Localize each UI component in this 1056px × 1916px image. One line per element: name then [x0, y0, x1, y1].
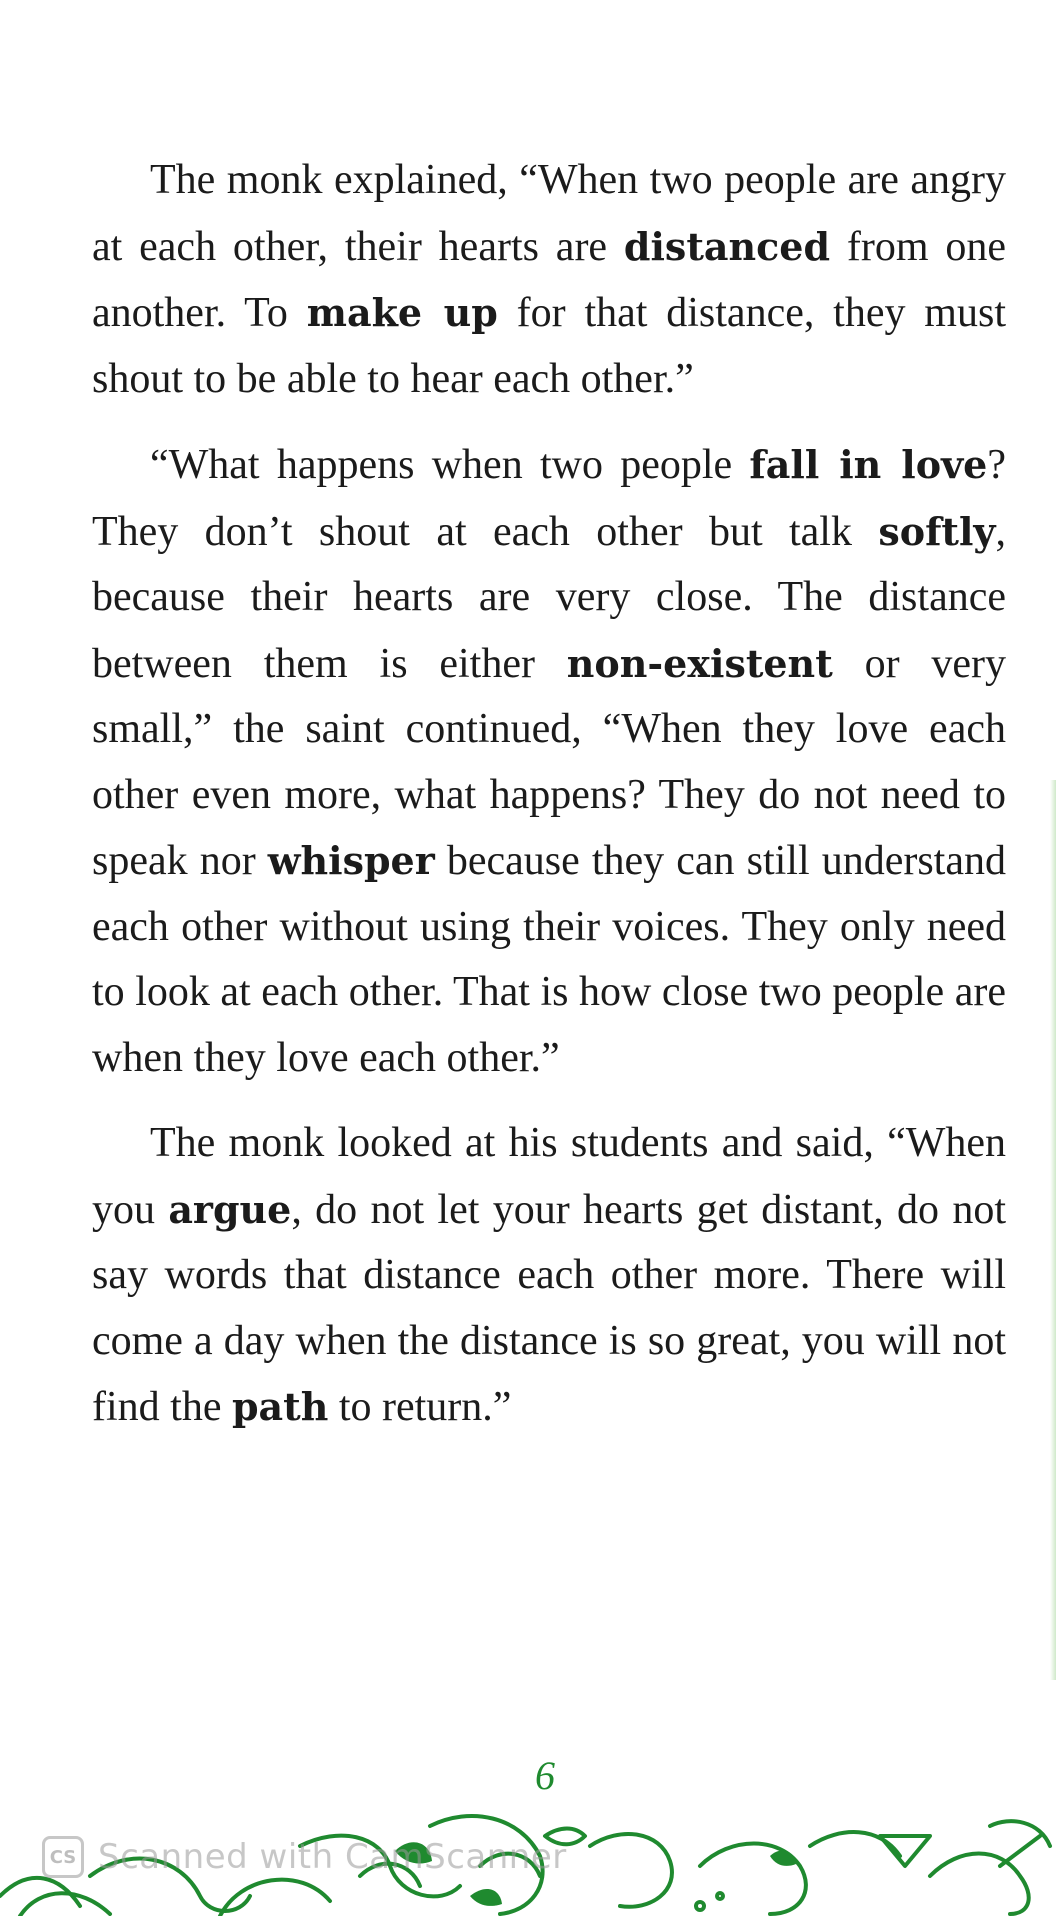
bold-text: fall in love — [749, 442, 988, 487]
paragraph — [92, 432, 1006, 1091]
text-run: from one another. To — [92, 223, 1006, 336]
bold-text: distanced — [623, 223, 831, 269]
page-number: 6 — [535, 1753, 555, 1798]
text-run: to return.” — [328, 1384, 512, 1430]
text-run: , do not let your hearts get distant, do not say words that distance each other more. There will come a day when the distance is so great, you will not find the — [92, 1186, 1007, 1430]
text-run: for that distance, they must shout to be able to hear each other.” — [92, 290, 1006, 402]
bold-text: make up — [306, 290, 498, 335]
camscanner-logo-icon: CS — [42, 1836, 84, 1878]
page-edge-shadow — [1050, 780, 1056, 1680]
bold-text: non-existent — [566, 640, 833, 686]
bold-text: whisper — [267, 838, 435, 883]
text-run: The monk looked at his students and said, “When you — [92, 1120, 1006, 1233]
text-run: , because their hearts are very close. The distance between them is either — [92, 508, 1006, 687]
bold-text: argue — [168, 1186, 292, 1232]
watermark-text: Scanned with CamScanner — [98, 1837, 567, 1877]
text-run: or very small,” the saint continued, “When they love each other even more, what happens? They do not need to speak nor — [92, 640, 1006, 884]
text-run: “What happens when two people — [150, 442, 750, 488]
bold-text: path — [231, 1384, 329, 1429]
text-run: The monk explained, “When two people are angry at each other, their hearts are — [92, 157, 1006, 270]
body-text — [92, 148, 1006, 1461]
text-run: ? They don’t shout at each other but talk — [92, 442, 1006, 555]
bold-text: softly — [878, 508, 996, 554]
paragraph — [92, 148, 1006, 412]
scanner-watermark — [42, 1832, 567, 1882]
paragraph — [92, 1111, 1006, 1441]
text-run: because they can still understand each other without using their voices. They only need to look at each other. That is how close two people are when they love each other.” — [92, 838, 1006, 1081]
